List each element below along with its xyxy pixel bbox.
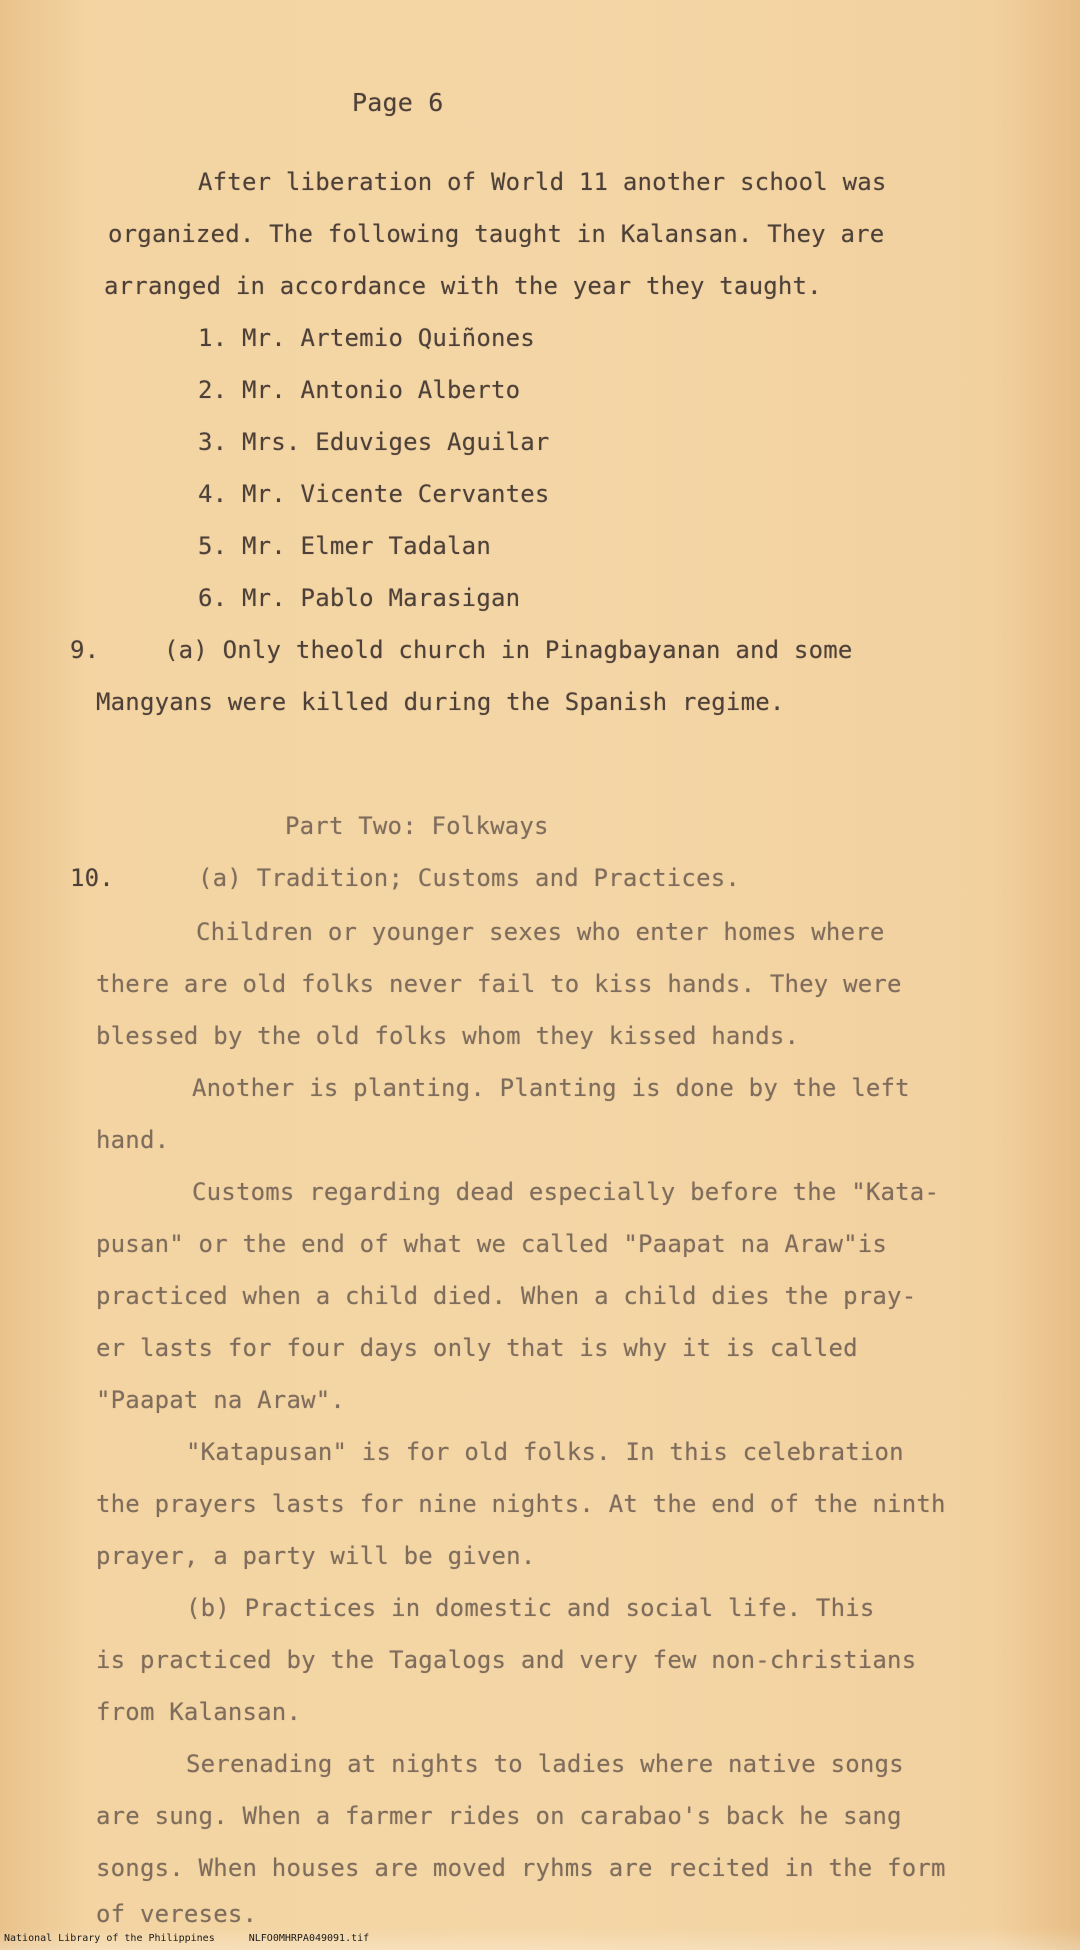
teacher-list-item: 1. Mr. Artemio Quiñones <box>198 324 535 352</box>
text-line: "Katapusan" is for old folks. In this celebration <box>186 1438 904 1466</box>
text-line: is practiced by the Tagalogs and very few non-christians <box>96 1646 917 1674</box>
text-line: (b) Practices in domestic and social life. This <box>186 1594 875 1622</box>
scan-footer <box>0 1928 1080 1950</box>
text-line: Another is planting. Planting is done by the left <box>192 1074 910 1102</box>
section-number: 10. <box>70 864 114 892</box>
text-line: pusan" or the end of what we called "Paapat na Araw"is <box>96 1230 888 1258</box>
text-line: After liberation of World 11 another school was <box>198 168 887 196</box>
text-line: from Kalansan. <box>96 1698 302 1726</box>
text-line: Mangyans were killed during the Spanish regime. <box>96 688 785 716</box>
teacher-list-item: 4. Mr. Vicente Cervantes <box>198 480 550 508</box>
teacher-list-item: 2. Mr. Antonio Alberto <box>198 376 521 404</box>
text-line: of vereses. <box>96 1900 258 1928</box>
text-line: songs. When houses are moved ryhms are recited in the form <box>96 1854 946 1882</box>
teacher-list-item: 5. Mr. Elmer Tadalan <box>198 532 491 560</box>
part-heading: Part Two: Folkways <box>285 812 549 840</box>
page-header: Page 6 <box>352 88 444 117</box>
subsection-heading: (a) Tradition; Customs and Practices. <box>198 864 741 892</box>
text-line: organized. The following taught in Kalansan. They are <box>108 220 885 248</box>
text-line: (a) Only theold church in Pinagbayanan and some <box>164 636 853 664</box>
teacher-list-item: 6. Mr. Pablo Marasigan <box>198 584 521 612</box>
teacher-list-item: 3. Mrs. Eduviges Aguilar <box>198 428 550 456</box>
text-line: there are old folks never fail to kiss hands. They were <box>96 970 902 998</box>
text-line: blessed by the old folks whom they kissed hands. <box>96 1022 800 1050</box>
text-line: er lasts for four days only that is why it is called <box>96 1334 858 1362</box>
text-line: "Paapat na Araw". <box>96 1386 346 1414</box>
text-line: prayer, a party will be given. <box>96 1542 536 1570</box>
library-name: National Library of the Philippines <box>4 1933 215 1944</box>
text-line: hand. <box>96 1126 170 1154</box>
text-line: Children or younger sexes who enter homes where <box>196 918 885 946</box>
text-line: practiced when a child died. When a child dies the pray- <box>96 1282 917 1310</box>
file-id: NLFO0MHRPA049091.tif <box>248 1933 370 1944</box>
text-line: arranged in accordance with the year they taught. <box>104 272 822 300</box>
text-line: Customs regarding dead especially before the "Kata- <box>192 1178 940 1206</box>
text-line: Serenading at nights to ladies where native songs <box>186 1750 904 1778</box>
text-line: are sung. When a farmer rides on carabao's back he sang <box>96 1802 902 1830</box>
text-line: the prayers lasts for nine nights. At the end of the ninth <box>96 1490 946 1518</box>
section-number: 9. <box>70 636 100 664</box>
